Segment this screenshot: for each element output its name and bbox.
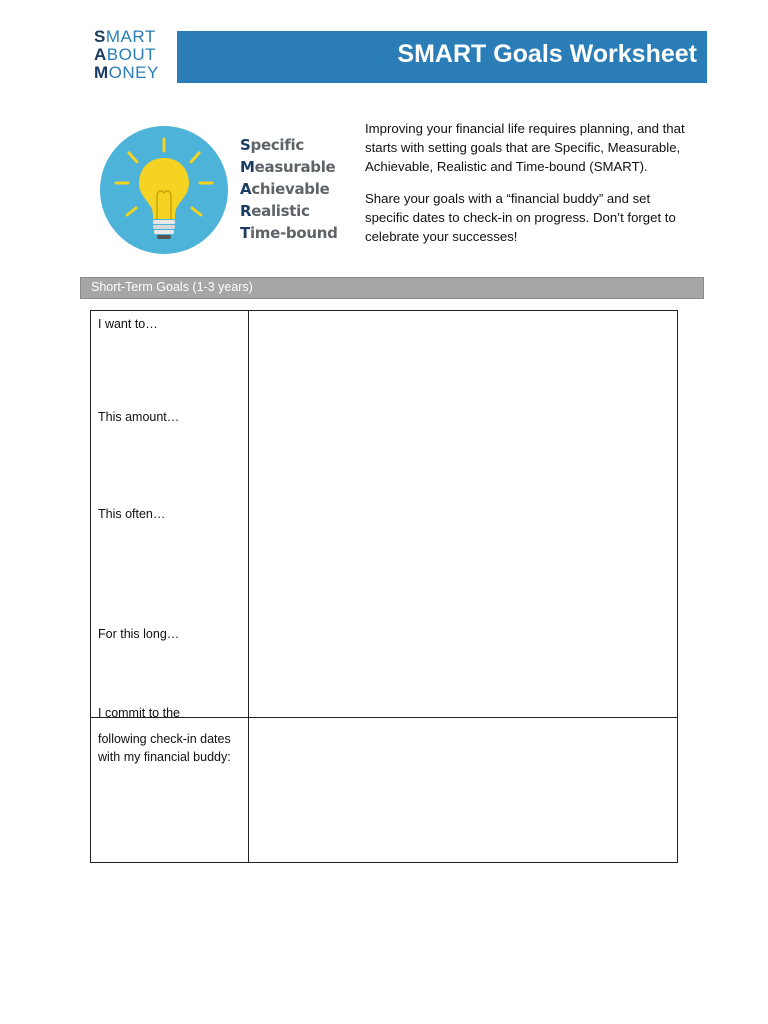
label-commit-check-in: following check-in dates with my financial buddy:	[98, 732, 231, 764]
smart-word-realistic: Realistic	[240, 202, 310, 220]
section-title: Short-Term Goals (1-3 years)	[91, 280, 253, 294]
intro-text	[365, 119, 685, 259]
intro-paragraph-1: Improving your financial life requires planning, and that starts with setting goals that are Specific, Measurable, Achievable, Realistic and Time-bound (SMART).	[365, 121, 685, 174]
label-this-amount: This amount…	[98, 410, 180, 424]
title-banner	[177, 31, 707, 83]
smart-word-specific: Specific	[240, 136, 304, 154]
label-i-want-to: I want to…	[98, 317, 158, 331]
logo-line-money: MONEY	[94, 63, 159, 82]
smart-word-achievable: Achievable	[240, 180, 330, 198]
smart-word-measurable: Measurable	[240, 158, 336, 176]
label-this-often: This often…	[98, 507, 166, 521]
section-header-short-term	[80, 277, 704, 299]
smart-about-money-logo	[94, 28, 174, 82]
page-title: SMART Goals Worksheet	[397, 40, 697, 68]
lightbulb-icon	[99, 125, 229, 260]
logo-line-about: ABOUT	[94, 45, 157, 64]
label-commit-line1-clipped: I commit to the	[98, 706, 180, 717]
smart-word-time-bound: Time-bound	[240, 224, 338, 242]
check-in-dates-field[interactable]	[249, 718, 677, 862]
intro-paragraph-2: Share your goals with a “financial buddy” and set specific dates to check-in on progress. Don’t forget to celebrate your successes!	[365, 191, 676, 244]
label-for-this-long: For this long…	[98, 627, 180, 641]
smart-acronym-list	[240, 134, 338, 244]
logo-line-smart: SMART	[94, 27, 156, 46]
goal-answer-field[interactable]	[249, 311, 677, 717]
